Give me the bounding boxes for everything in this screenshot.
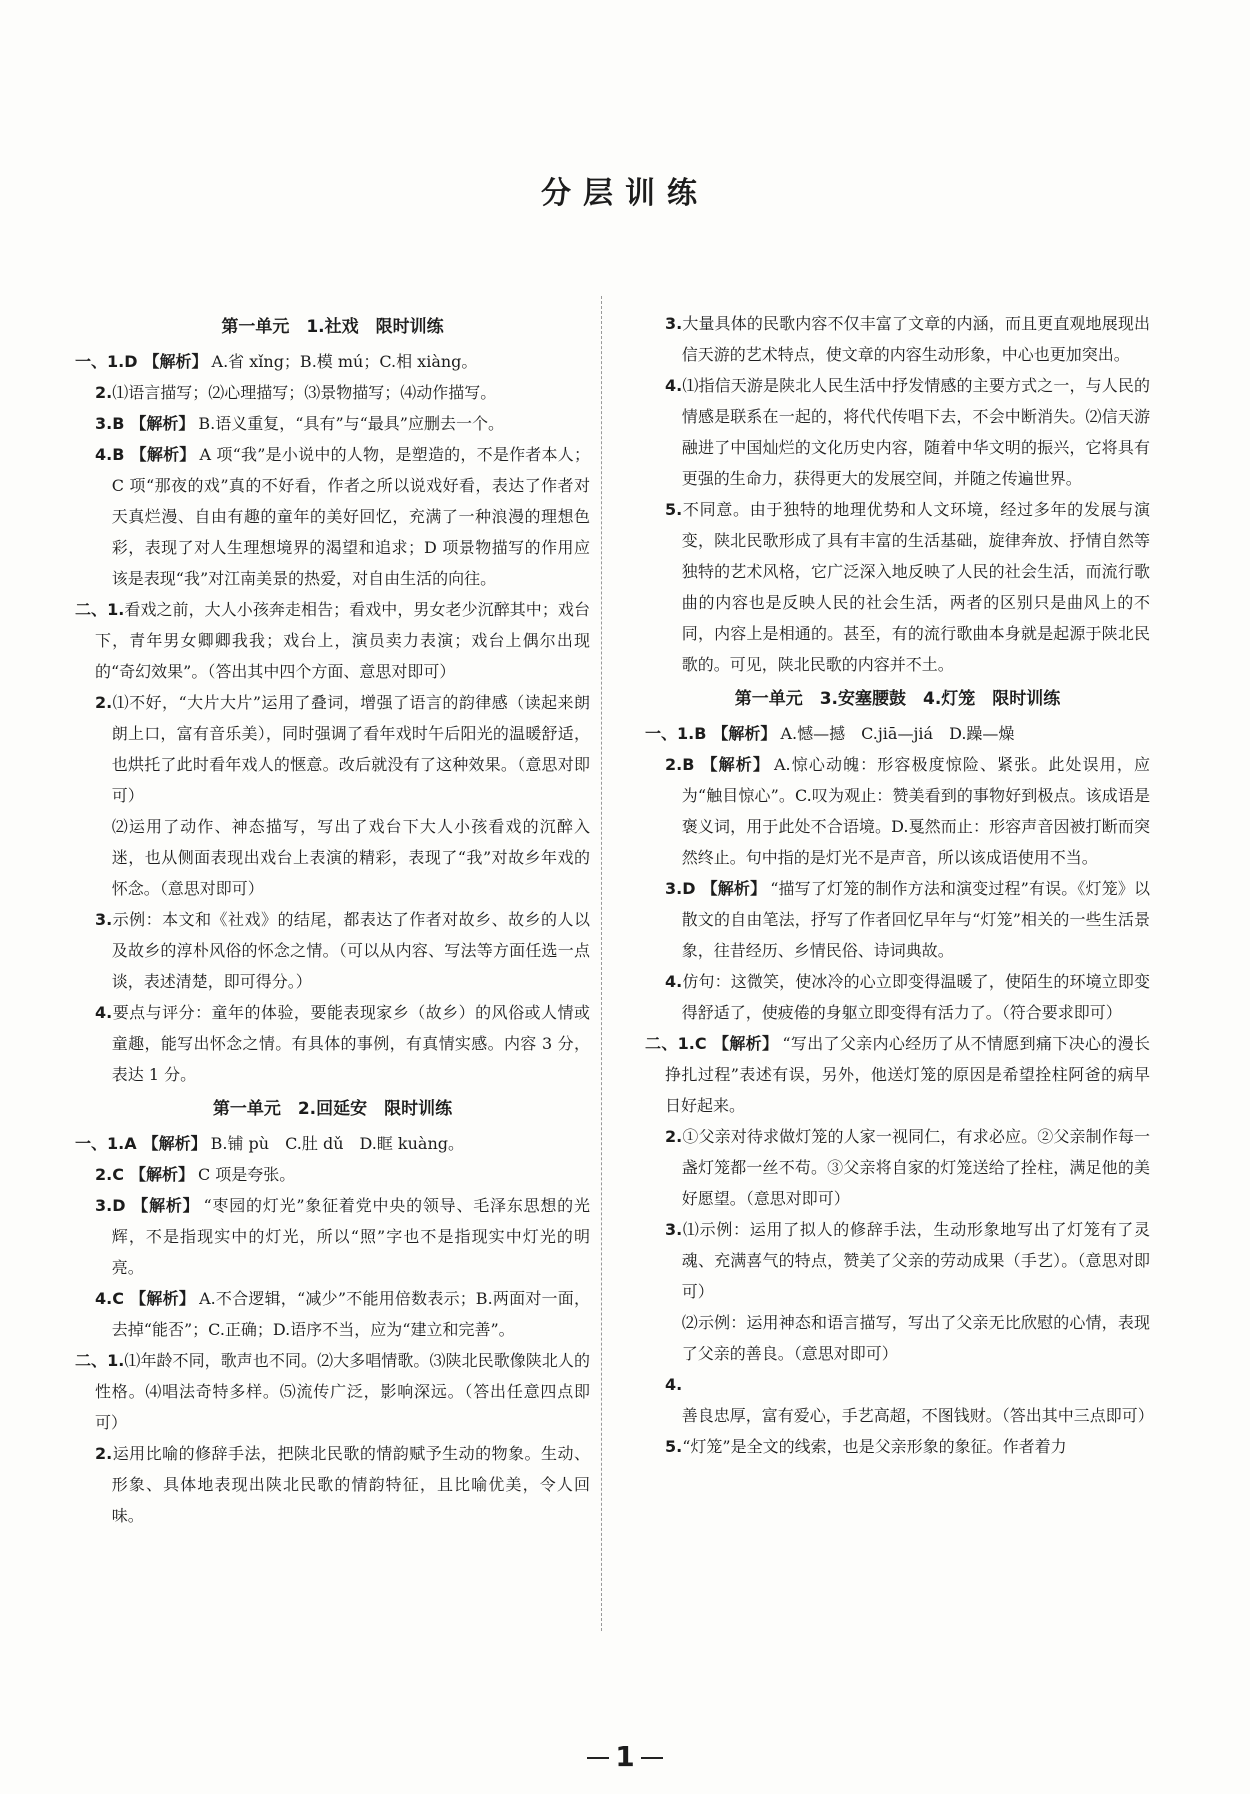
item-number: 5. <box>665 1437 683 1456</box>
item-number: 4. <box>665 376 683 395</box>
answer-item <box>75 594 590 687</box>
answer-item <box>75 904 590 997</box>
answer-text: 大量具体的民歌内容不仅丰富了文章的内涵，而且更直观地展现出信天游的艺术特点，使文章的内容生动形象，中心也更加突出。 <box>681 314 1150 364</box>
item-number: 3.D <box>95 1196 126 1215</box>
analysis-tag: 【解析】 <box>129 1289 196 1308</box>
answer-item <box>75 687 590 811</box>
answer-text: “枣园的灯光”象征着党中央的领导、毛泽东思想的光辉，不是指现实中的灯光，所以“照”字也不是指现实中灯光的明亮。 <box>111 1196 590 1277</box>
item-number: 3. <box>665 1220 683 1239</box>
answer-text: ⑴指信天游是陕北人民生活中抒发情感的主要方式之一，与人民的情感是联系在一起的，将代代传唱下去，不会中断消失。⑵信天游融进了中国灿烂的文化历史内容，随着中华文明的振兴，它将具有更强的生命力，获得更大的发展空间，并随之传遍世界。 <box>681 376 1150 488</box>
answer-text: 要点与评分：童年的体验，要能表现家乡（故乡）的风俗或人情或童趣，能写出怀念之情。有具体的事例，有真情实感。内容 3 分，表达 1 分。 <box>111 1003 590 1084</box>
item-number: 2. <box>95 693 113 712</box>
answer-item <box>645 1307 1150 1369</box>
answer-text: ⑴年龄不同，歌声也不同。⑵大多唱情歌。⑶陕北民歌像陕北人的性格。⑷唱法奇特多样。⑸流传广泛，影响深远。（答出任意四点即可） <box>95 1351 590 1432</box>
answer-item <box>75 1283 590 1345</box>
answer-text: ⑵示例：运用神态和语言描写，写出了父亲无比欣慰的心情，表现了父亲的善良。（意思对即可） <box>681 1313 1150 1363</box>
answer-item <box>645 966 1150 1028</box>
answer-item <box>645 1121 1150 1214</box>
analysis-tag: 【解析】 <box>712 1034 779 1053</box>
item-number: 2.C <box>95 1165 124 1184</box>
column-divider <box>601 296 602 1631</box>
answer-text: A.憾—撼 C.jiā—jiá D.躁—燥 <box>780 724 1015 743</box>
page-title: 分层训练 <box>541 176 709 211</box>
answer-text: 看戏之前，大人小孩奔走相告；看戏中，男女老少沉醉其中；戏台下，青年男女卿卿我我；戏台上，演员卖力表演；戏台上偶尔出现的“奇幻效果”。（答出其中四个方面、意思对即可） <box>95 600 590 681</box>
item-number: 2. <box>665 1127 683 1146</box>
item-number: 3.D <box>665 879 696 898</box>
answer-text: A.不合逻辑，“减少”不能用倍数表示；B.两面对一面，去掉“能否”；C.正确；D.语序不当，应为“建立和完善”。 <box>111 1289 590 1339</box>
item-number: 4. <box>665 1375 683 1394</box>
answer-item <box>75 439 590 594</box>
analysis-tag: 【解析】 <box>131 1196 200 1215</box>
answer-text: ①父亲对待求做灯笼的人家一视同仁，有求必应。②父亲制作每一盏灯笼都一丝不苟。③父亲将自家的灯笼送给了拴柱，满足他的美好愿望。（意思对即可） <box>681 1127 1150 1208</box>
analysis-tag: 【解析】 <box>129 1165 194 1184</box>
answer-item <box>75 1128 590 1159</box>
analysis-tag: 【解析】 <box>700 755 770 774</box>
item-number: 4.C <box>95 1289 124 1308</box>
answer-item <box>75 1438 590 1531</box>
item-number: 3. <box>665 314 683 333</box>
answer-item <box>75 346 590 377</box>
answer-text: “描写了灯笼的制作方法和演变过程”有误。《灯笼》以散文的自由笔法，抒写了作者回忆早年与“灯笼”相关的一些生活景象，往昔经历、乡情民俗、诗词典故。 <box>681 879 1150 960</box>
item-number: 二、1. <box>75 600 125 619</box>
answer-item <box>75 811 590 904</box>
item-number: 2. <box>95 1444 113 1463</box>
answer-item <box>75 1190 590 1283</box>
analysis-tag: 【解析】 <box>130 414 195 433</box>
item-number: 4. <box>665 972 683 991</box>
answer-text: 仿句：这微笑，使冰冷的心立即变得温暖了，使陌生的环境立即变得舒适了，使疲倦的身躯立即变得有活力了。（符合要求即可） <box>681 972 1150 1022</box>
answer-text: 善良忠厚，富有爱心，手艺高超，不图钱财。（答出其中三点即可） <box>681 1406 1154 1425</box>
answer-item <box>75 408 590 439</box>
item-number: 一、1.D <box>75 352 138 371</box>
answer-item <box>645 749 1150 873</box>
answer-text: A 项“我”是小说中的人物，是塑造的，不是作者本人；C 项“那夜的戏”真的不好看，作者之所以说戏好看，表达了作者对天真烂漫、自由有趣的童年的美好回忆，充满了一种浪漫的理想色彩，表现了对人生理想境界的渴望和追求；D 项景物描写的作用应该是表现“我”对江南美景的热爱，对自由生活的向往。 <box>111 445 590 588</box>
analysis-tag: 【解析】 <box>142 1134 207 1153</box>
answer-item <box>645 308 1150 370</box>
answer-item <box>645 1431 1150 1462</box>
section-heading: 第一单元 2.回延安 限时训练 <box>212 1099 453 1119</box>
item-number: 4. <box>95 1003 113 1022</box>
item-number: 4.B <box>95 445 125 464</box>
item-number: 二、1.C <box>645 1034 707 1053</box>
answer-item <box>75 997 590 1090</box>
item-number: 3. <box>95 910 113 929</box>
answer-text: A.惊心动魄：形容极度惊险、紧张。此处误用，应为“触目惊心”。C.叹为观止：赞美看到的事物好到极点。该成语是褒义词，用于此处不合语境。D.戛然而止：形容声音因被打断而突然终止。句中指的是灯光不是声音，所以该成语使用不当。 <box>681 755 1150 867</box>
page-number: 1 <box>0 1740 1250 1773</box>
answer-text: 运用比喻的修辞手法，把陕北民歌的情韵赋予生动的物象。生动、形象、具体地表现出陕北民歌的情韵特征，且比喻优美，令人回味。 <box>111 1444 590 1525</box>
answer-item <box>645 873 1150 966</box>
analysis-tag: 【解析】 <box>712 724 777 743</box>
answer-item <box>645 1369 1154 1431</box>
answer-text: ⑴不好，“大片大片”运用了叠词，增强了语言的韵律感（读起来朗朗上口，富有音乐美），同时强调了看年戏时午后阳光的温暖舒适，也烘托了此时看年戏人的惬意。改后就没有了这种效果。（意思对即可） <box>111 693 590 805</box>
section-heading: 第一单元 3.安塞腰鼓 4.灯笼 限时训练 <box>734 689 1061 709</box>
answer-text: 不同意。由于独特的地理优势和人文环境，经过多年的发展与演变，陕北民歌形成了具有丰富的生活基础，旋律奔放、抒情自然等独特的艺术风格，它广泛深入地反映了人民的社会生活，而流行歌曲的内容也是反映人民的社会生活，两者的区别只是曲风上的不同，内容上是相通的。甚至，有的流行歌曲本身就是起源于陕北民歌的。可见，陕北民歌的内容并不土。 <box>681 500 1150 674</box>
item-number: 2. <box>95 383 113 402</box>
answer-text: ⑴示例：运用了拟人的修辞手法，生动形象地写出了灯笼有了灵魂、充满喜气的特点，赞美了父亲的劳动成果（手艺）。（意思对即可） <box>681 1220 1150 1301</box>
item-number: 一、1.B <box>645 724 707 743</box>
item-number: 2.B <box>665 755 695 774</box>
analysis-tag: 【解析】 <box>130 445 196 464</box>
answer-item <box>75 377 590 408</box>
answer-item <box>645 718 1150 749</box>
answer-text: “写出了父亲内心经历了从不情愿到痛下决心的漫长挣扎过程”表述有误，另外，他送灯笼的原因是希望拴柱阿爸的病早日好起来。 <box>665 1034 1150 1115</box>
section-heading: 第一单元 1.社戏 限时训练 <box>221 317 444 337</box>
right-column <box>645 308 1154 1462</box>
answer-text: A.省 xǐng；B.模 mú；C.相 xiàng。 <box>211 352 478 371</box>
answer-item <box>645 494 1150 680</box>
item-number: 5. <box>665 500 683 519</box>
answer-item <box>645 1028 1150 1121</box>
item-number: 3.B <box>95 414 125 433</box>
answer-item <box>645 1214 1150 1307</box>
analysis-tag: 【解析】 <box>701 879 767 898</box>
answer-text: 示例：本文和《社戏》的结尾，都表达了作者对故乡、故乡的人以及故乡的淳朴风俗的怀念之情。（可以从内容、写法等方面任选一点谈，表述清楚，即可得分。） <box>111 910 590 991</box>
answer-text: C 项是夸张。 <box>197 1165 296 1184</box>
analysis-tag: 【解析】 <box>143 352 208 371</box>
answer-text: B.铺 pù C.肚 dǔ D.眶 kuàng。 <box>210 1134 465 1153</box>
item-number: 一、1.A <box>75 1134 137 1153</box>
answer-item <box>75 1159 590 1190</box>
answer-item <box>645 370 1150 494</box>
answer-text: ⑵运用了动作、神态描写，写出了戏台下大人小孩看戏的沉醉入迷，也从侧面表现出戏台上表演的精彩，表现了“我”对故乡年戏的怀念。（意思对即可） <box>111 817 590 898</box>
answer-item <box>75 1345 590 1438</box>
answer-text: ⑴语言描写；⑵心理描写；⑶景物描写；⑷动作描写。 <box>112 383 497 402</box>
answer-text: “灯笼”是全文的线索，也是父亲形象的象征。作者着力 <box>682 1437 1067 1456</box>
answer-text: B.语义重复，“具有”与“最具”应删去一个。 <box>198 414 504 433</box>
left-column <box>75 308 590 1531</box>
item-number: 二、1. <box>75 1351 125 1370</box>
